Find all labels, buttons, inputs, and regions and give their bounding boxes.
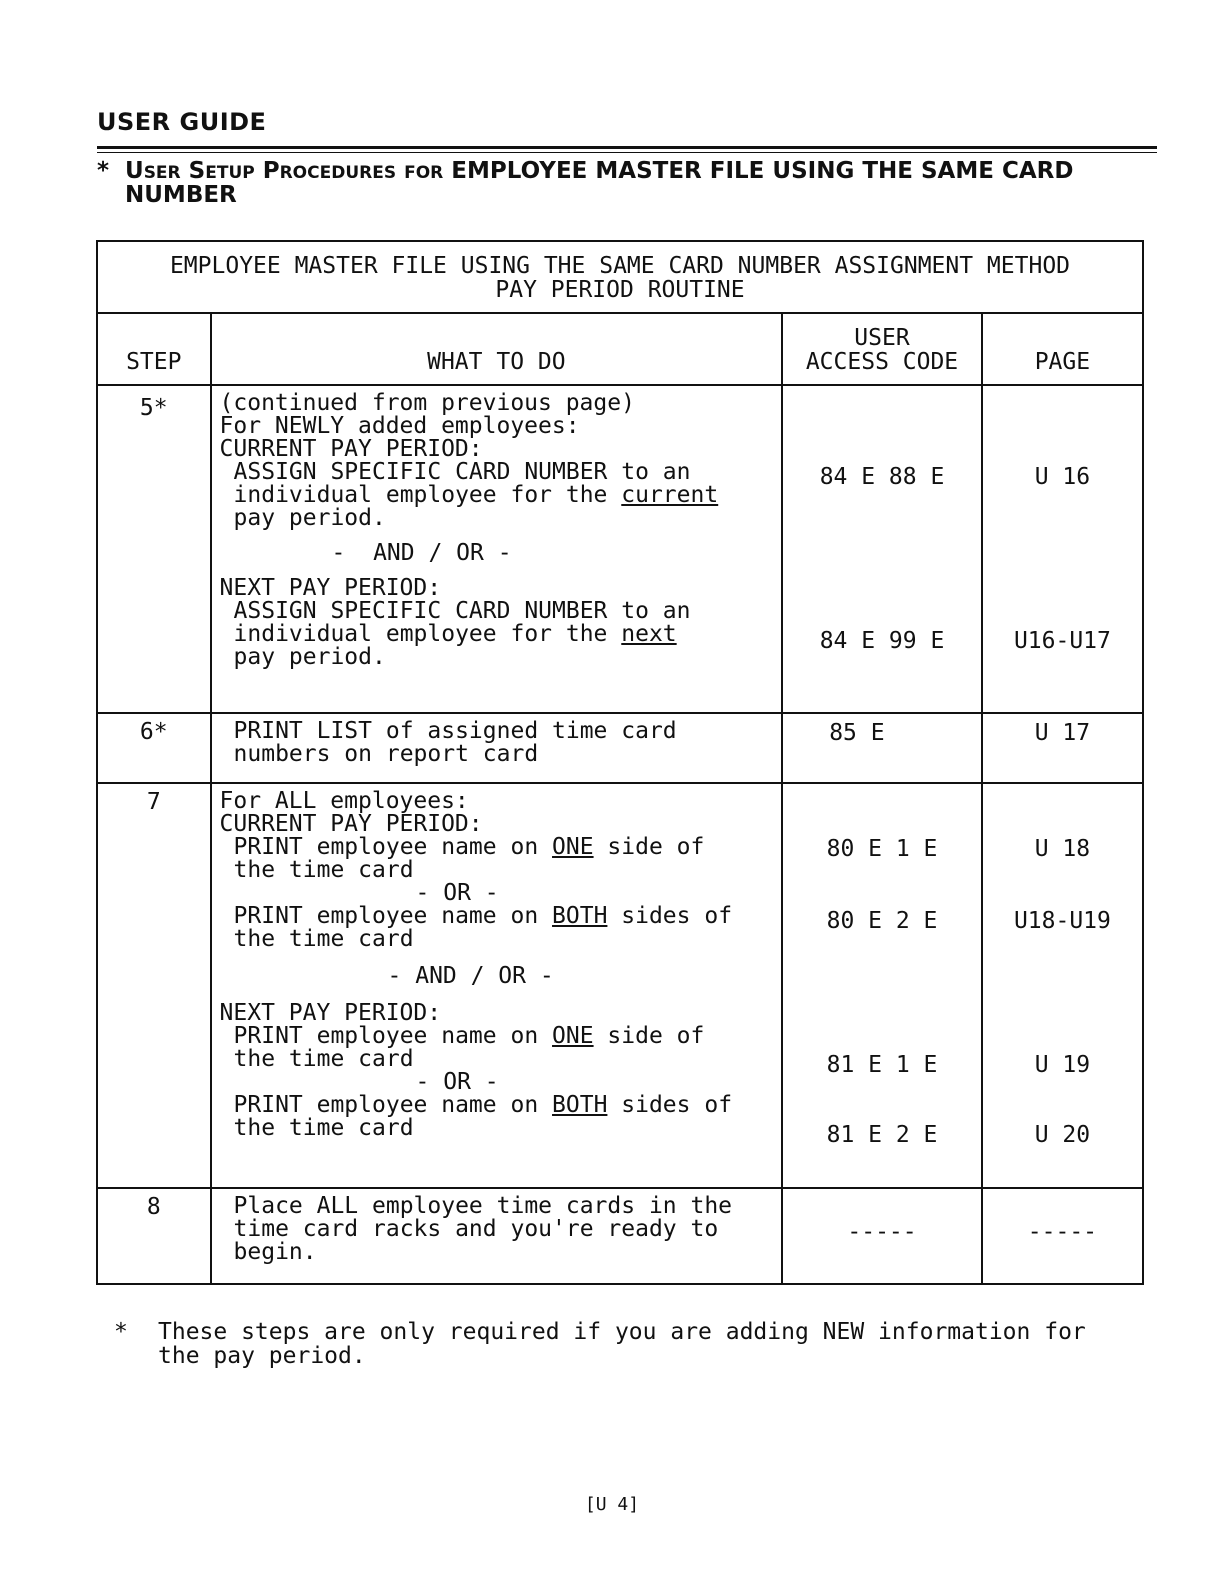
heading-part: U <box>125 158 144 184</box>
column-header-row <box>97 313 1143 385</box>
section-heading-star: * <box>97 158 110 184</box>
section-heading-text <box>125 160 1145 206</box>
instruction-emphasis: next <box>621 621 677 647</box>
and-or-separator: - AND / OR - <box>331 540 512 566</box>
instruction-line: Place ALL employee time cards in the <box>233 1193 733 1219</box>
column-header-step: STEP <box>97 313 211 385</box>
access-code: 81 E 1 E <box>826 1052 938 1078</box>
instruction-line: ASSIGN SPECIFIC CARD NUMBER to an <box>233 598 691 624</box>
heading-part: EMPLOYEE MASTER FILE USING THE SAME CARD NUMBER <box>125 158 1074 208</box>
instruction-line: pay period. <box>233 644 386 670</box>
step-number: 7 <box>97 783 211 1188</box>
table-title-line1: EMPLOYEE MASTER FILE USING THE SAME CARD NUMBER ASSIGNMENT METHOD <box>169 253 1071 279</box>
or-separator: - OR - <box>415 1069 499 1095</box>
instruction-text: side of <box>593 1023 705 1049</box>
instruction-line: PRINT LIST of assigned time card <box>233 718 677 744</box>
column-header-page: PAGE <box>982 313 1143 385</box>
page-ref: U18-U19 <box>1013 908 1111 934</box>
page-ref-cell <box>982 713 1143 783</box>
instruction-text: PRINT employee name on <box>233 1023 553 1049</box>
instruction-line: (continued from previous page) <box>219 390 635 416</box>
page-ref: U 16 <box>1034 464 1091 490</box>
instruction-line: CURRENT PAY PERIOD: <box>219 811 483 837</box>
table-title <box>97 241 1143 313</box>
instruction-text: PRINT employee name on <box>233 1092 553 1118</box>
footnote-line: the pay period. <box>158 1343 366 1369</box>
instruction-line: pay period. <box>233 505 386 531</box>
instruction-line <box>220 1025 774 1048</box>
step-instructions <box>211 783 783 1188</box>
instruction-text: PRINT employee name on <box>233 903 553 929</box>
instruction-line: time card racks and you're ready to <box>233 1216 719 1242</box>
access-code-empty: ----- <box>847 1219 917 1245</box>
heading-part: SER <box>143 163 181 183</box>
heading-part: ROCEDURES <box>279 163 397 183</box>
table-title-line2: PAY PERIOD ROUTINE <box>495 277 745 303</box>
table-row-step-8 <box>97 1188 1143 1284</box>
instruction-line: the time card <box>233 926 414 952</box>
heading-part: ETUP <box>205 163 255 183</box>
instruction-line: the time card <box>233 1115 414 1141</box>
footnote-star: * <box>114 1319 128 1345</box>
page-number: [U 4] <box>584 1494 640 1515</box>
access-code-cell <box>782 385 982 713</box>
access-code-cell <box>782 1188 982 1284</box>
footnote-line: These steps are only required if you are adding NEW information for <box>158 1319 1086 1345</box>
page-ref-empty: ----- <box>1027 1219 1098 1245</box>
step-number: 8 <box>97 1188 211 1284</box>
page-ref-cell <box>982 1188 1143 1284</box>
table-row-step-6 <box>97 713 1143 783</box>
access-code-cell <box>782 783 982 1188</box>
instruction-text: sides of <box>607 903 733 929</box>
instruction-line <box>220 623 774 646</box>
header-rule-thick <box>97 146 1157 149</box>
instruction-line <box>220 484 774 507</box>
access-code: 80 E 1 E <box>826 836 938 862</box>
page-ref: U 20 <box>1034 1122 1091 1148</box>
column-header-code-line2: ACCESS CODE <box>805 349 959 375</box>
instruction-line: NEXT PAY PERIOD: <box>219 1000 442 1026</box>
and-or-separator: - AND / OR - <box>387 963 554 989</box>
table-title-row <box>97 241 1143 313</box>
instruction-line: For NEWLY added employees: <box>219 413 580 439</box>
table-row-step-7 <box>97 783 1143 1188</box>
heading-part: P <box>262 158 280 184</box>
access-code: 84 E 88 E <box>819 464 945 490</box>
access-code: 85 E <box>829 720 885 746</box>
instruction-emphasis: current <box>621 482 719 508</box>
instruction-emphasis: BOTH <box>552 1092 608 1118</box>
instruction-line <box>220 1094 774 1117</box>
instruction-emphasis: ONE <box>552 1023 594 1049</box>
step-instructions <box>211 713 783 783</box>
instruction-line: ASSIGN SPECIFIC CARD NUMBER to an <box>233 459 691 485</box>
heading-part: S <box>188 158 206 184</box>
access-code-cell <box>782 713 982 783</box>
instruction-text: sides of <box>607 1092 733 1118</box>
table-row-step-5 <box>97 385 1143 713</box>
page-ref: U 18 <box>1034 836 1091 862</box>
access-code: 84 E 99 E <box>819 628 945 654</box>
instruction-text: individual employee for the <box>233 621 622 647</box>
instruction-line: NEXT PAY PERIOD: <box>219 575 442 601</box>
column-header-code <box>782 313 982 385</box>
heading-part: FOR <box>404 163 444 183</box>
footnote-text <box>158 1320 1138 1368</box>
access-code: 81 E 2 E <box>826 1122 938 1148</box>
column-header-code-line1: USER <box>854 325 910 351</box>
step-number: 6* <box>97 713 211 783</box>
page-ref: U 19 <box>1034 1052 1091 1078</box>
instruction-line <box>220 836 774 859</box>
page-ref: U16-U17 <box>1013 628 1111 654</box>
instruction-text: PRINT employee name on <box>233 834 553 860</box>
instruction-line: begin. <box>233 1239 317 1265</box>
instruction-text: individual employee for the <box>233 482 622 508</box>
guide-title: USER GUIDE <box>97 108 267 136</box>
page-ref-cell <box>982 385 1143 713</box>
step-instructions <box>211 1188 783 1284</box>
instruction-line: CURRENT PAY PERIOD: <box>219 436 483 462</box>
instruction-line: For ALL employees: <box>219 788 469 814</box>
instruction-text: side of <box>593 834 705 860</box>
or-separator: - OR - <box>415 880 499 906</box>
step-number: 5* <box>97 385 211 713</box>
instruction-emphasis: BOTH <box>552 903 608 929</box>
page-ref-cell <box>982 783 1143 1188</box>
step-instructions <box>211 385 783 713</box>
instruction-line: the time card <box>233 1046 414 1072</box>
procedure-table <box>96 240 1144 1285</box>
instruction-line: numbers on report card <box>233 741 539 767</box>
instruction-line: the time card <box>233 857 414 883</box>
instruction-emphasis: ONE <box>552 834 594 860</box>
column-header-what: WHAT TO DO <box>211 313 783 385</box>
page-ref: U 17 <box>1034 720 1091 746</box>
header-rule-thin <box>97 152 1157 153</box>
access-code: 80 E 2 E <box>826 908 938 934</box>
instruction-line <box>220 905 774 928</box>
